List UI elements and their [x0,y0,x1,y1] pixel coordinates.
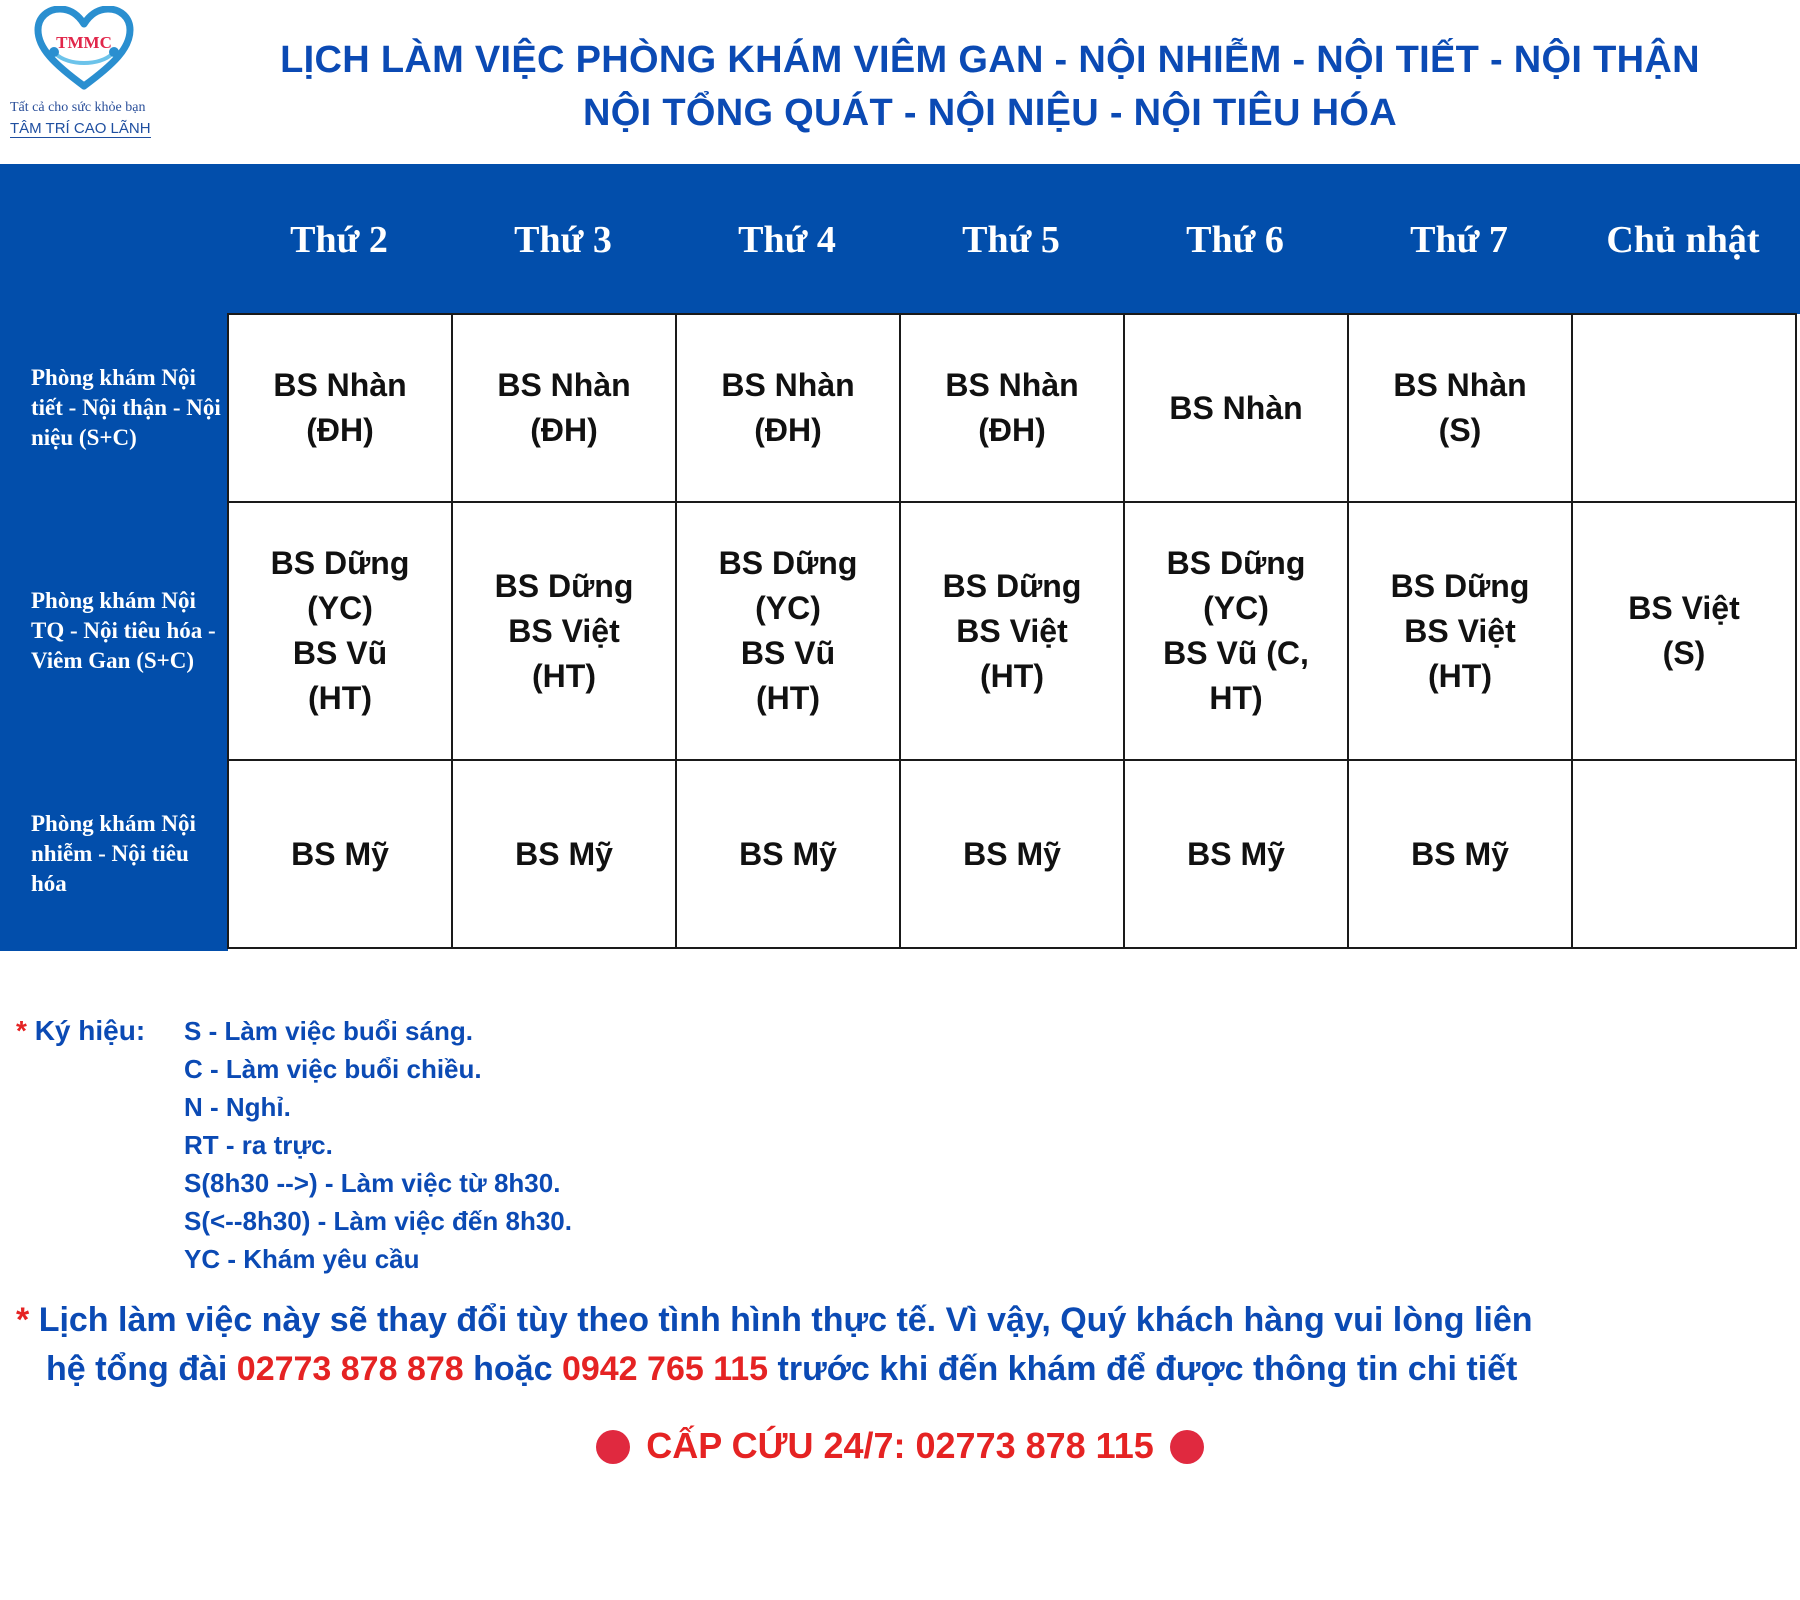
schedule-line: BS Dững [942,567,1082,604]
schedule-line: BS Việt [508,612,620,649]
row-label: Phòng khám Nội nhiễm - Nội tiêu hóa [31,811,196,896]
schedule-line: (YC) [1203,590,1269,626]
schedule-line: BS Mỹ [1411,835,1509,872]
schedule-line: (YC) [307,590,373,626]
hotline-phone[interactable]: 02773 878 878 [236,1350,464,1388]
notice-middle: hoặc [473,1350,553,1388]
schedule-line: BS Nhàn [273,367,407,403]
schedule-cell [1124,760,1348,948]
notice-star: * [16,1301,30,1339]
schedule-line: BS Nhàn [1169,389,1303,426]
schedule-line: (HT) [308,680,372,716]
schedule-cell [228,760,452,948]
notice-prefix: hệ tổng đài [46,1350,228,1388]
schedule-cell [1348,502,1572,760]
schedule-line: BS Việt [1628,590,1740,626]
schedule-line: (S) [1438,412,1482,448]
table-row [228,760,1796,948]
schedule-line: (ĐH) [978,412,1046,448]
schedule-line: BS Mỹ [291,835,389,872]
schedule-line: BS Vũ [292,635,388,671]
schedule-line: BS Dững [270,545,410,581]
day-header: Thứ 7 [1410,219,1508,261]
schedule-line: BS Nhàn [1393,367,1527,403]
schedule-line: BS Việt [1404,612,1516,649]
schedule-cell [1348,314,1572,502]
legend-item: S - Làm việc buổi sáng. [184,1016,473,1046]
legend-item: C - Làm việc buổi chiều. [184,1054,482,1084]
heart-logo-icon [34,6,134,92]
day-header: Chủ nhật [1606,219,1760,261]
schedule-cell [1124,314,1348,502]
legend-list [184,1012,572,1278]
schedule-line: (YC) [755,590,821,626]
logo-tagline: Tất cả cho sức khỏe bạn [10,100,146,115]
emergency-line [0,1425,1800,1467]
row-label: Phòng khám Nội TQ - Nội tiêu hóa - Viêm Gan (S+C) [31,588,216,673]
notice [16,1296,1796,1394]
schedule-line: (ĐH) [306,412,374,448]
legend-item: RT - ra trực. [184,1130,333,1160]
schedule-cell [900,502,1124,760]
schedule-line: BS Mỹ [963,835,1061,872]
legend-star: * [16,1015,27,1046]
legend-item: YC - Khám yêu cầu [184,1244,420,1274]
schedule-line: (HT) [1428,657,1492,694]
legend-title: Ký hiệu: [34,1015,146,1046]
schedule-cell [676,502,900,760]
schedule-line: BS Dững [1390,567,1530,604]
day-header: Thứ 6 [1186,219,1284,261]
logo-badge: TMMC [56,33,112,52]
schedule-line: BS Mỹ [515,835,613,872]
schedule-line: BS Nhàn [945,367,1079,403]
schedule-line: BS Mỹ [1187,835,1285,872]
schedule-line: (HT) [532,657,596,694]
legend-item: N - Nghỉ. [184,1092,291,1122]
schedule-cell [1124,502,1348,760]
schedule-line: BS Nhàn [497,367,631,403]
notice-line-1 [16,1296,1796,1345]
schedule-line: (HT) [756,680,820,716]
legend-item: S(<--8h30) - Làm việc đến 8h30. [184,1206,572,1236]
schedule-cell [676,314,900,502]
schedule-table [227,313,1797,949]
schedule-line: (ĐH) [754,412,822,448]
title-line-2: NỘI TỔNG QUÁT - NỘI NIỆU - NỘI TIÊU HÓA [583,92,1397,134]
schedule-line: BS Việt [956,612,1068,649]
schedule-cell [452,314,676,502]
schedule-line: BS Dững [718,545,858,581]
schedule-line: (S) [1662,635,1706,671]
schedule-cell [452,502,676,760]
legend-item: S(8h30 -->) - Làm việc từ 8h30. [184,1168,561,1198]
schedule-cell [676,760,900,948]
day-header: Thứ 3 [514,219,612,261]
schedule-cell [1572,760,1796,948]
schedule-line: (HT) [980,657,1044,694]
schedule-line: BS Dững [1166,545,1306,581]
mobile-phone[interactable]: 0942 765 115 [561,1350,769,1388]
notice-suffix: trước khi đến khám để được thông tin chi tiết [777,1350,1518,1388]
page-title [180,34,1800,140]
red-dot-icon [1170,1430,1204,1464]
schedule-line: HT) [1209,680,1263,716]
schedule-cell [1572,502,1796,760]
row-label: Phòng khám Nội tiết - Nội thận - Nội niệu (S+C) [31,365,221,450]
schedule-cell [228,502,452,760]
logo [8,6,168,144]
schedule-cell [900,760,1124,948]
day-header: Thứ 4 [738,219,836,261]
notice-line-2 [16,1345,1796,1394]
schedule-cell [228,314,452,502]
logo-name: TÂM TRÍ CAO LÃNH [10,120,151,137]
day-header: Thứ 5 [962,219,1060,261]
legend-label [16,1015,145,1047]
red-dot-icon [596,1430,630,1464]
schedule-line: BS Vũ (C, [1163,635,1309,671]
schedule-cell [452,760,676,948]
schedule-line: BS Nhàn [721,367,855,403]
schedule-cell [900,314,1124,502]
day-header: Thứ 2 [290,219,388,261]
schedule-line: BS Mỹ [739,835,837,872]
schedule-line: BS Vũ [740,635,836,671]
schedule-line: (ĐH) [530,412,598,448]
table-row [228,314,1796,502]
notice-text-1: Lịch làm việc này sẽ thay đổi tùy theo tình hình thực tế. Vì vậy, Quý khách hàng vui lòng liên [38,1301,1533,1339]
emergency-text[interactable]: CẤP CỨU 24/7: 02773 878 115 [646,1425,1154,1466]
schedule-cell [1348,760,1572,948]
schedule-cell [1572,314,1796,502]
table-row [228,502,1796,760]
schedule-line: BS Dững [494,567,634,604]
title-line-1: LỊCH LÀM VIỆC PHÒNG KHÁM VIÊM GAN - NỘI NHIỄM - NỘI TIẾT - NỘI THẬN [280,39,1700,81]
